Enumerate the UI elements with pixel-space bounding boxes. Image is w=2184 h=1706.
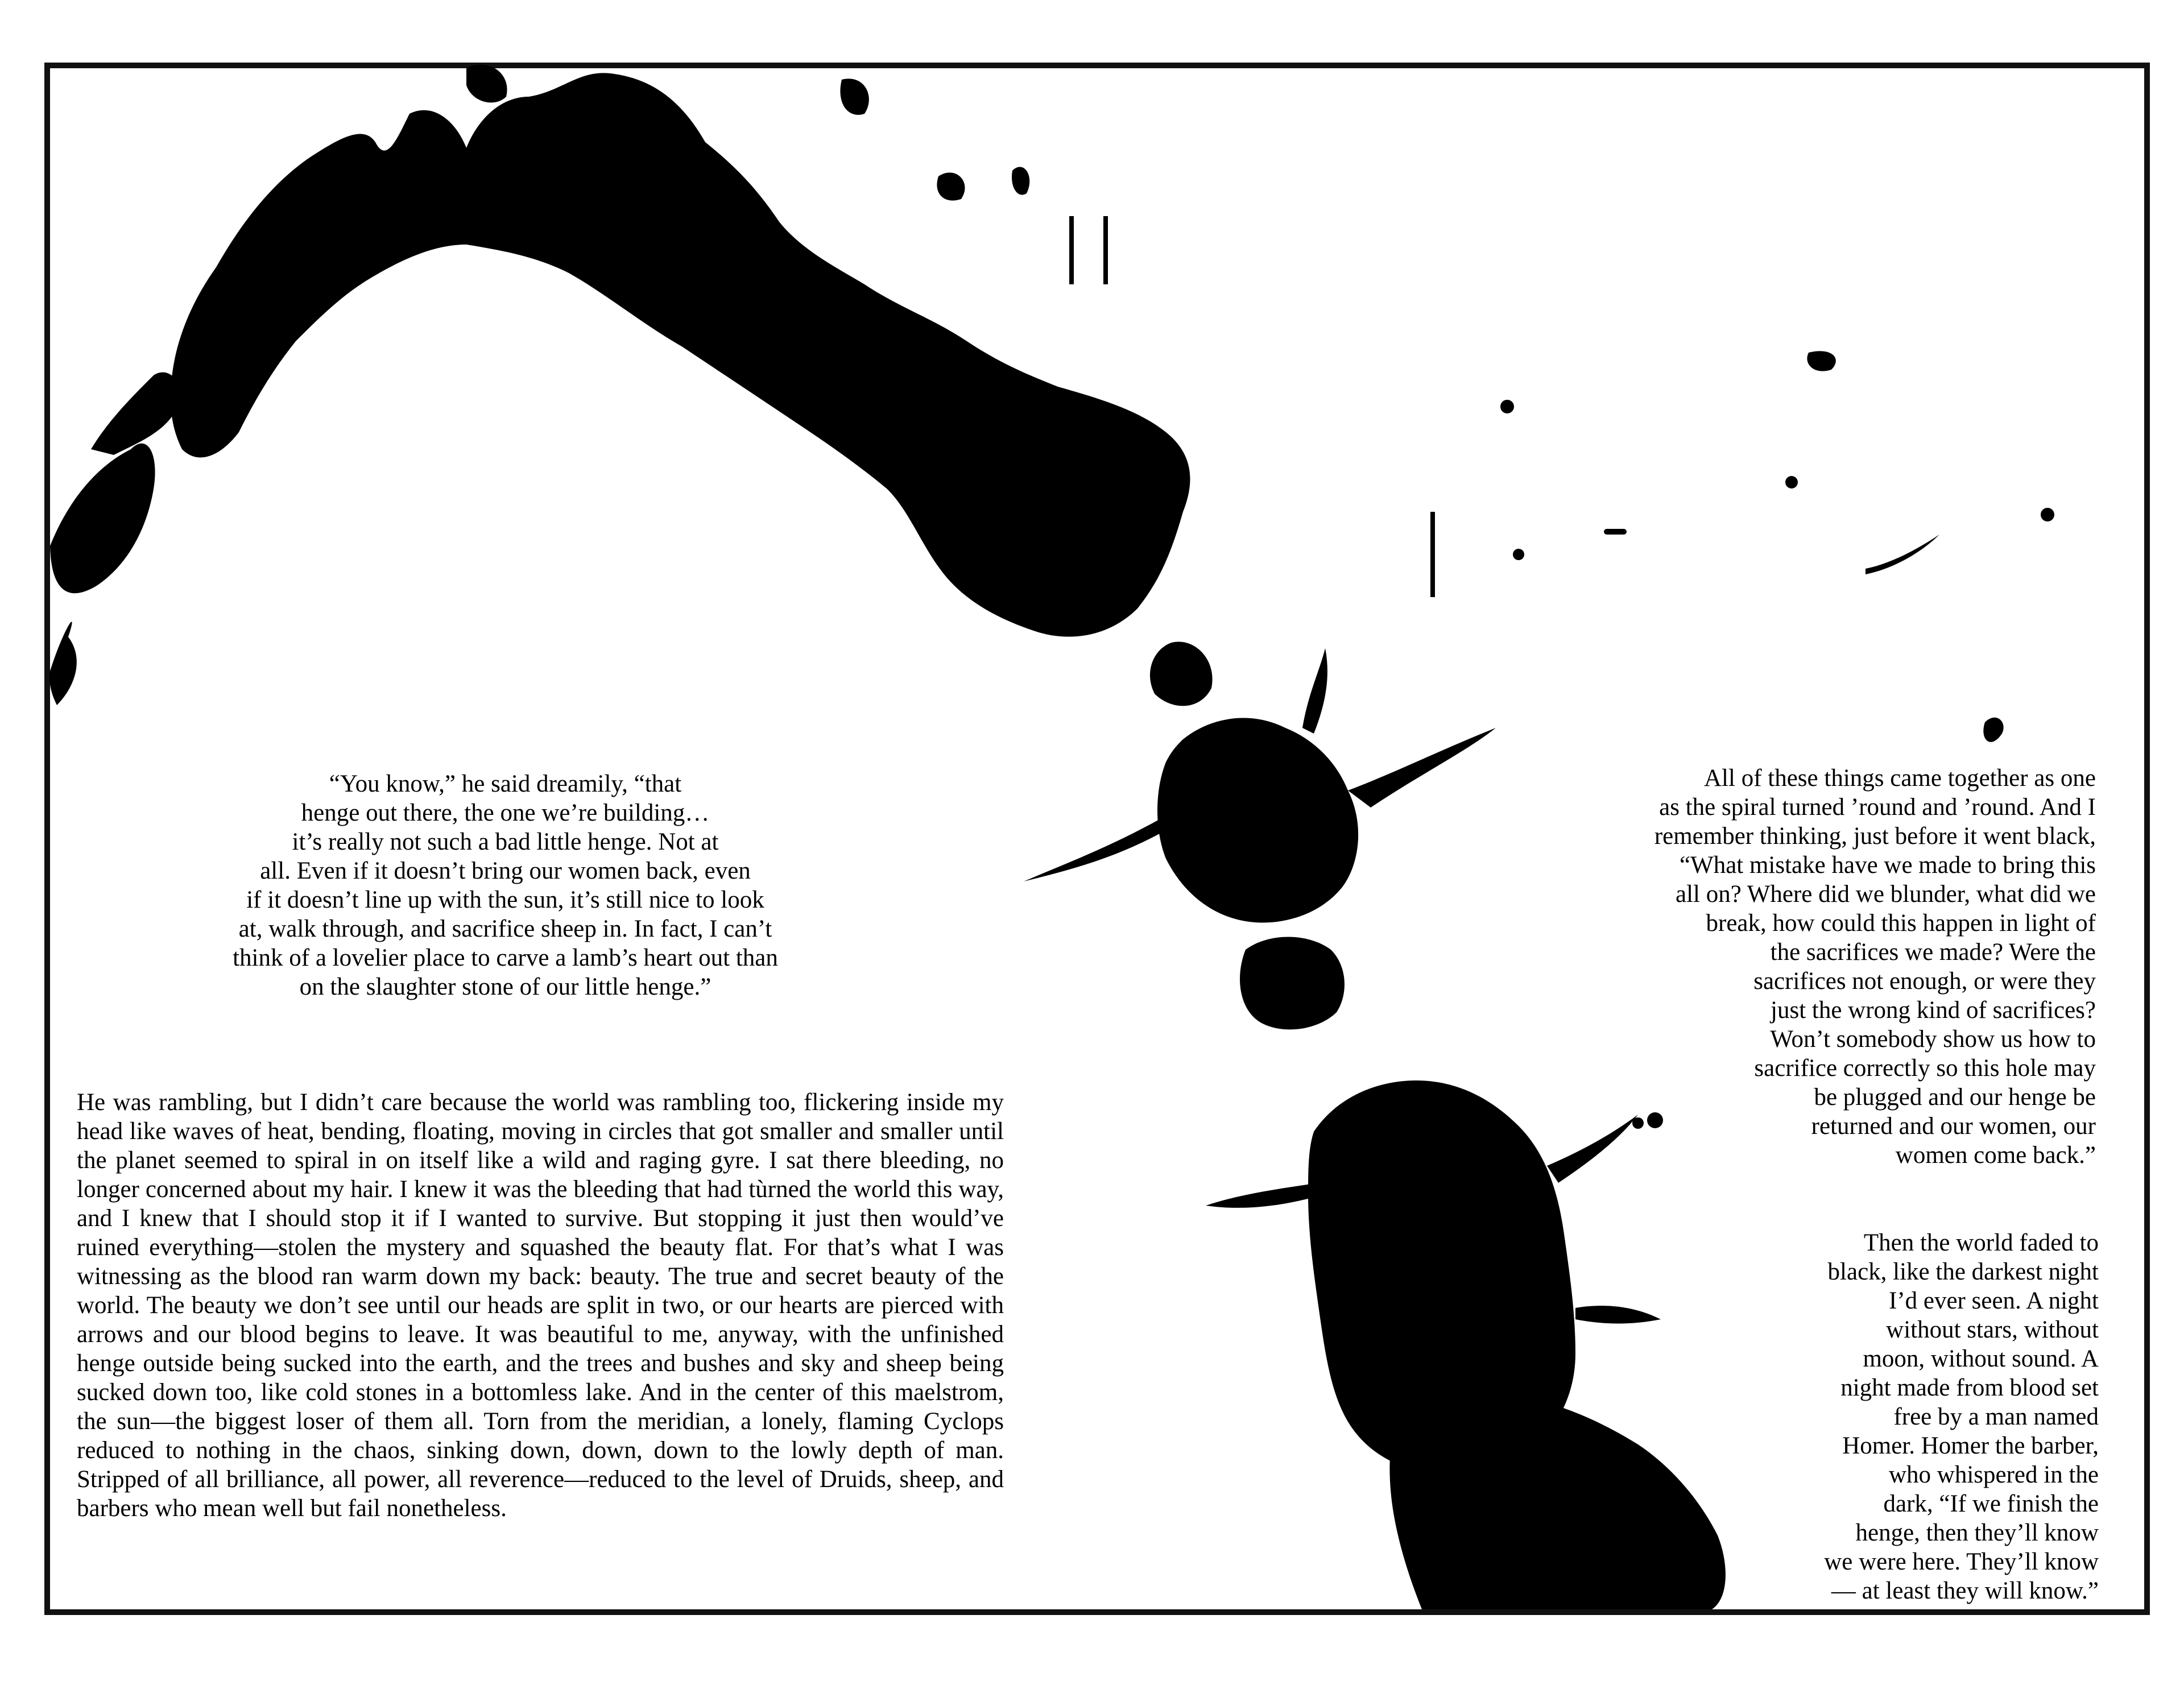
passage-all-of-these: All of these things came together as one as the spiral turned ’round and ’round. And I remember thinking, just before it went black, “What mistake have we made to bring this all on? Where did we blunder, what did we break, how could this happen in light of the sacrifices we made? Were the sacrifices not enough, or were they just the wrong kind of sacrifices? Won’t somebody show us how to sacrifice correctly so this hole may be plugged and our henge be returned and our women, our women come back.”	[1654, 765, 2096, 1169]
passage-you-know: “You know,” he said dreamily, “that henge out there, the one we’re building… it’s really not such a bad little henge. Not at all. Even if it doesn’t bring our women back, even if it doesn’t line up with the sun, it’s still nice to look at, walk through, and sacrifice sheep in. In fact, I can’t think of a lovelier place to carve a lamb’s heart out than on the slaughter stone of our little henge.”	[233, 771, 778, 1000]
passage-then-the-world: Then the world faded to black, like the darkest night I’d ever seen. A night without stars, without moon, without sound. A night made from blood set free by a man named Homer. Homer the barber, who whispered in the dark, “If we finish the henge, then they’ll know we were here. They’ll know — at least they will know.”	[1824, 1229, 2099, 1604]
passage-rambling: He was rambling, but I didn’t care because the world was rambling too, flickering inside my head like waves of heat, bending, floating, moving in circles that got smaller and smaller until the planet seemed to spiral in on itself like a wild and raging gyre. I sat there bleeding, no longer concerned about my hair. I knew it was the bleeding that had tùrned the world this way, and I knew that I should stop it if I wanted to survive. But stopping it just then would’ve ruined everything—stolen the mystery and squashed the beauty flat. For that’s what I was witnessing as the blood ran warm down my back: beauty. The true and secret beauty of the world. The beauty we don’t see until our heads are split in two, or our hearts are pierced with arrows and our blood begins to leave. It was beautiful to me, anyway, with the unfinished henge outside being sucked into the earth, and the trees and bushes and sky and sheep being sucked down too, like cold stones in a bottomless lake. And in the center of this maelstrom, the sun—the biggest loser of them all. Torn from the meridian, a lonely, flaming Cyclops reduced to nothing in the chaos, sinking down, down, down to the lowly depth of man. Stripped of all brilliance, all power, all reverence—reduced to the level of Druids, sheep, and barbers who mean well but fail nonetheless.	[77, 1089, 1004, 1522]
